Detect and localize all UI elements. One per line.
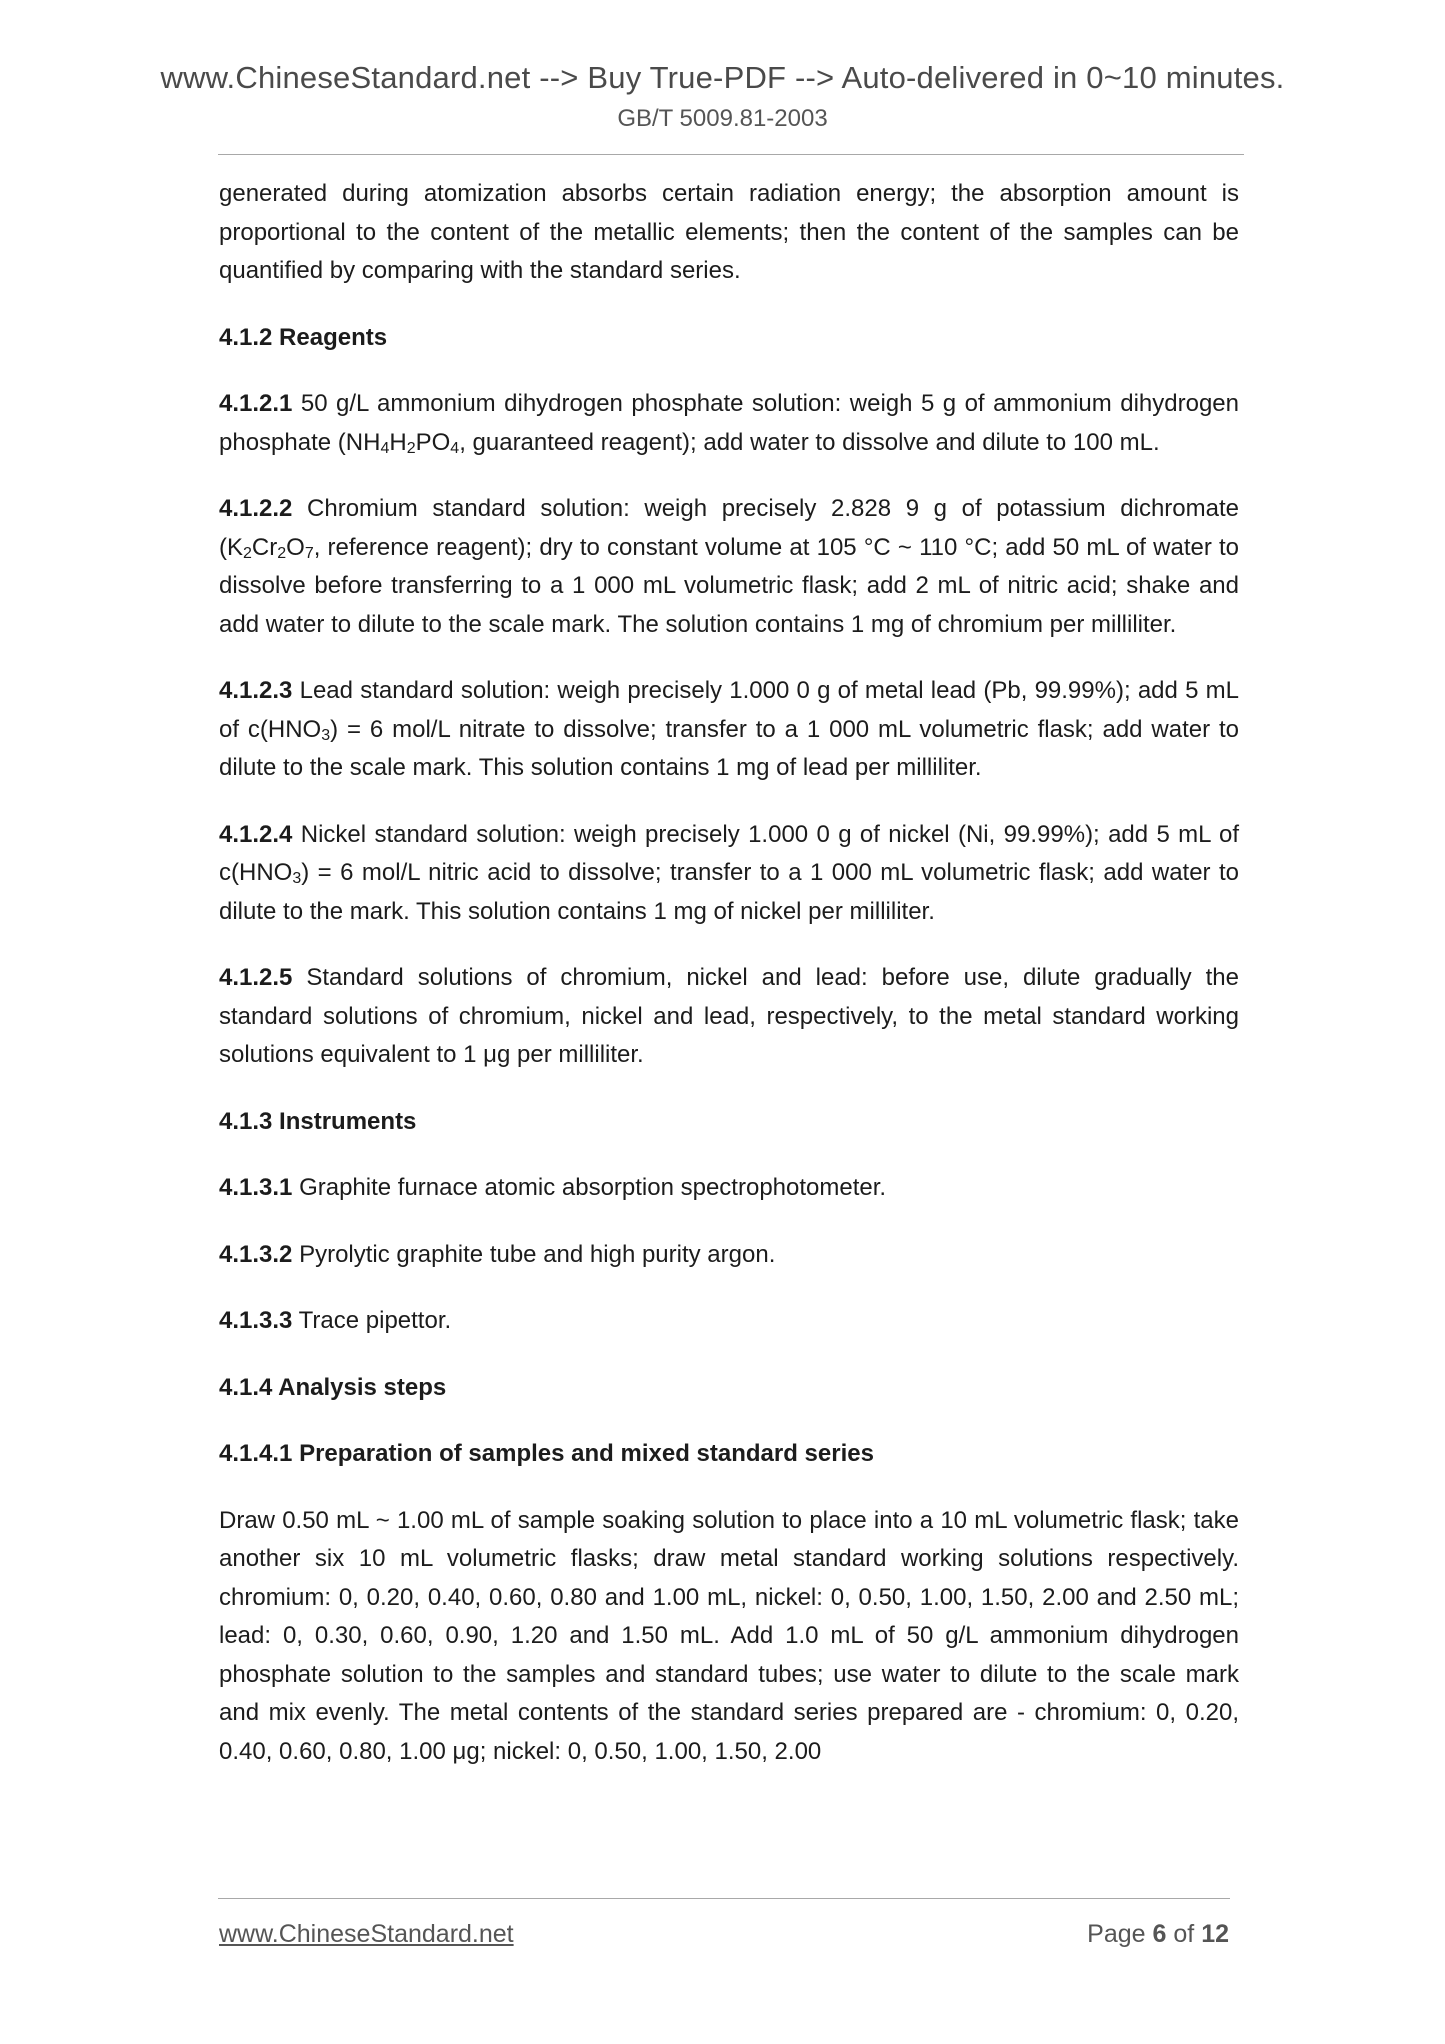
clause-number: 4.1.3.1 [219, 1174, 293, 1201]
clause-4-1-3-2: 4.1.3.2 Pyrolytic graphite tube and high purity argon. [219, 1240, 776, 1268]
standard-number: GB/T 5009.81-2003 [617, 105, 828, 132]
section-heading-4-1-4-1: 4.1.4.1 Preparation of samples and mixed standard series [219, 1440, 874, 1467]
clause-4-1-3-1: 4.1.3.1 Graphite furnace atomic absorption spectrophotometer. [219, 1174, 887, 1201]
page-header [0, 58, 1445, 134]
clause-4-1-2-3: 4.1.2.3 Lead standard solution: weigh precisely 1.000 0 g of metal lead (Pb, 99.99%); add 5 mL of c(HNO3) = 6 mol/L nitrate to dissolve; transfer to a 1 000 mL volumetric flask; add water to dilute to the scale mark. This solution contains 1 mg of lead per milliliter. [219, 677, 1239, 781]
header-divider [218, 154, 1244, 155]
clause-4-1-2-2: 4.1.2.2 Chromium standard solution: weigh precisely 2.828 9 g of potassium dichromate (K2Cr2O7, reference reagent); dry to constant volume at 105 °C ~ 110 °C; add 50 mL of water to dissolve before transferring to a 1 000 mL volumetric flask; add 2 mL of nitric acid; shake and add water to dilute to the scale mark. The solution contains 1 mg of chromium per milliliter. [219, 495, 1239, 638]
clause-number: 4.1.2.1 [219, 390, 293, 417]
section-heading-4-1-4: 4.1.4 Analysis steps [219, 1373, 447, 1401]
clause-number: 4.1.3.2 [219, 1240, 293, 1268]
intro-paragraph: generated during atomization absorbs certain radiation energy; the absorption amount is proportional to the content of the metallic elements; then the content of the samples can be quantified by comparing with the standard series. [219, 180, 1239, 284]
clause-number: 4.1.2.5 [219, 964, 293, 991]
clause-4-1-2-4: 4.1.2.4 Nickel standard solution: weigh precisely 1.000 0 g of nickel (Ni, 99.99%); add 5 mL of c(HNO3) = 6 mol/L nitric acid to dissolve; transfer to a 1 000 mL volumetric flask; add water to dilute to the mark. This solution contains 1 mg of nickel per milliliter. [219, 820, 1239, 925]
clause-number: 4.1.3.3 [219, 1307, 293, 1334]
document-body [219, 175, 1239, 1799]
clause-4-1-3-3: 4.1.3.3 Trace pipettor. [219, 1307, 452, 1334]
clause-4-1-2-5: 4.1.2.5 Standard solutions of chromium, nickel and lead: before use, dilute gradually the standard solutions of chromium, nickel and lead, respectively, to the metal standard working solutions equivalent to 1 μg per milliliter. [219, 964, 1239, 1068]
page-footer [219, 1920, 1229, 1949]
paragraph-4-1-4-1: Draw 0.50 mL ~ 1.00 mL of sample soaking solution to place into a 10 mL volumetric flask; take another six 10 mL volumetric flasks; draw metal standard working solutions respectively. chromium: 0, 0.20, 0.40, 0.60, 0.80 and 1.00 mL, nickel: 0, 0.50, 1.00, 1.50, 2.00 and 2.50 mL; lead: 0, 0.30, 0.60, 0.90, 1.20 and 1.50 mL. Add 1.0 mL of 50 g/L ammonium dihydrogen phosphate solution to the samples and standard tubes; use water to dilute to the scale mark and mix evenly. The metal contents of the standard series prepared are - chromium: 0, 0.20, 0.40, 0.60, 0.80, 1.00 μg; nickel: 0, 0.50, 1.00, 1.50, 2.00 [219, 1506, 1239, 1765]
clause-4-1-2-1: 4.1.2.1 50 g/L ammonium dihydrogen phosphate solution: weigh 5 g of ammonium dihydrogen phosphate (NH4H2PO4, guaranteed reagent); add water to dissolve and dilute to 100 mL. [219, 390, 1239, 457]
page-number: Page 6 of 12 [1087, 1920, 1229, 1948]
total-pages: 12 [1201, 1920, 1229, 1948]
section-heading-4-1-2: 4.1.2 Reagents [219, 323, 388, 351]
clause-number: 4.1.2.3 [219, 677, 293, 704]
current-page: 6 [1152, 1920, 1167, 1948]
header-banner: www.ChineseStandard.net --> Buy True-PDF --> Auto-delivered in 0~10 minutes. [160, 60, 1285, 95]
clause-number: 4.1.2.4 [219, 820, 293, 848]
footer-divider [218, 1898, 1230, 1899]
clause-number: 4.1.2.2 [219, 495, 293, 522]
section-heading-4-1-3: 4.1.3 Instruments [219, 1107, 417, 1135]
footer-website-link[interactable]: www.ChineseStandard.net [219, 1920, 514, 1948]
